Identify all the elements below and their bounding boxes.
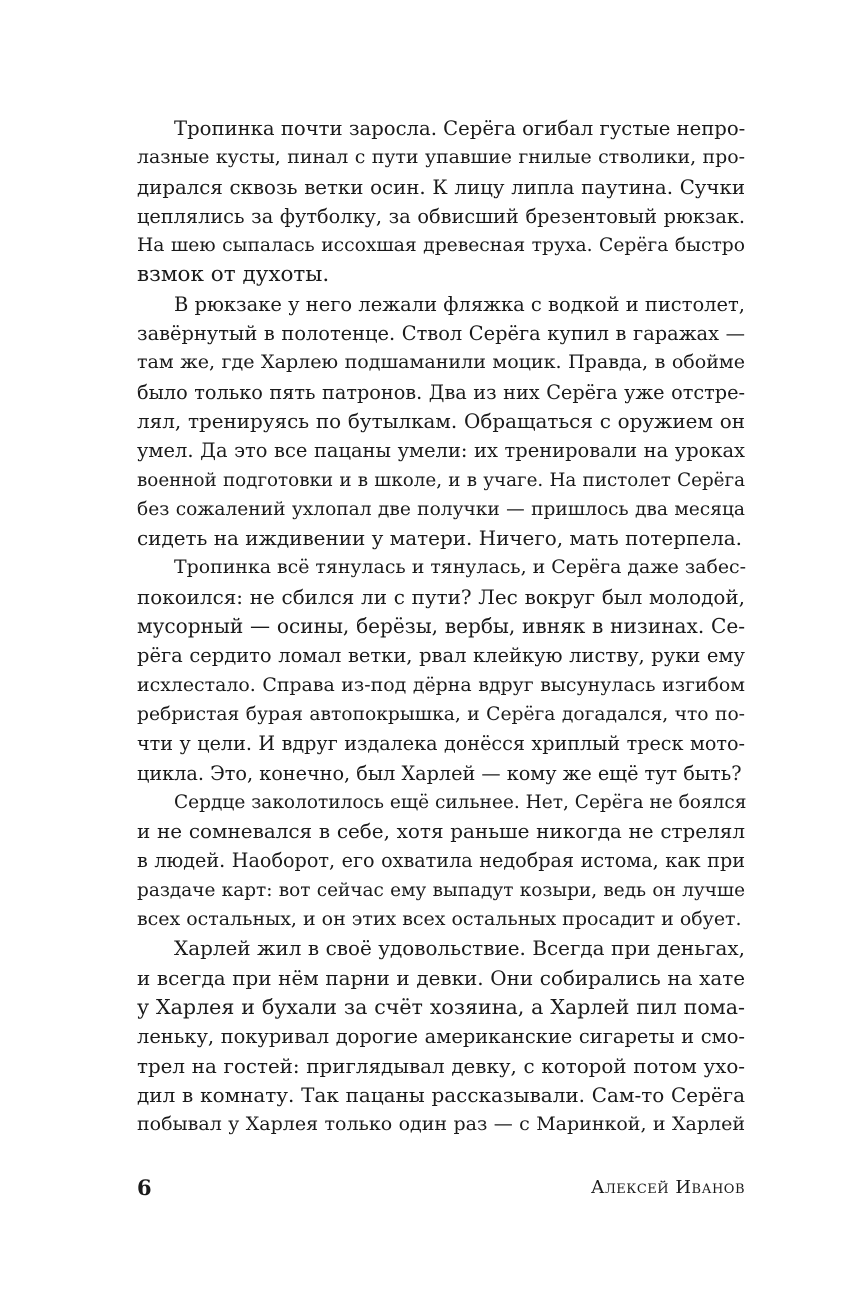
paragraph: [137, 934, 745, 1139]
text-line: На шею сыпалась иссохшая древесная труха. Серёга быстро: [137, 235, 745, 257]
text-line: у Харлея и бухали за счёт хозяина, а Харлей пил пома-: [137, 994, 745, 1019]
text-line: чти у цели. И вдруг издалека донёсся хриплый треск мото-: [137, 732, 745, 756]
page-body: [137, 114, 745, 1139]
text-line: исхлестало. Справа из-под дёрна вдруг высунулась изгибом: [137, 673, 745, 696]
text-line: сидеть на иждивении у матери. Ничего, мать потерпела.: [137, 526, 742, 551]
text-line: в людей. Наоборот, его охватила недобрая истома, как при: [137, 849, 745, 873]
page-number: 6: [137, 1175, 152, 1200]
paragraph: [137, 788, 745, 934]
text-line: лял, тренируясь по бутылкам. Обращаться с оружием он: [137, 409, 745, 433]
text-line: там же, где Харлею подшаманили моцик. Правда, в обойме: [137, 351, 745, 374]
text-line: без сожалений ухлопал две получки — пришлось два месяца: [137, 498, 745, 520]
text-line: цеплялись за футболку, за обвисший брезентовый рюкзак.: [137, 204, 745, 228]
text-line: цикла. Это, конечно, был Харлей — кому же ещё тут быть?: [137, 761, 742, 785]
text-line: побывал у Харлея только один раз — с Маринкой, и Харлей: [137, 1113, 745, 1136]
text-line: трел на гостей: приглядывал девку, с которой потом ухо-: [137, 1054, 745, 1078]
text-line: было только пять патронов. Два из них Серёга уже отстре-: [137, 380, 745, 404]
text-line: мусорный — осины, берёзы, вербы, ивняк в низинах. Се-: [137, 614, 745, 639]
text-line: и всегда при нём парни и девки. Они собирались на хате: [137, 966, 745, 990]
page-footer: [137, 1173, 745, 1203]
text-line: всех остальных, и он этих всех остальных просадит и обует.: [137, 908, 742, 931]
paragraph: [137, 114, 745, 290]
text-line: Харлей жил в своё удовольствие. Всегда при деньгах,: [174, 936, 745, 961]
paragraph: [137, 290, 745, 554]
text-line: лазные кусты, пинал с пути упавшие гнилые стволики, про-: [137, 146, 745, 169]
text-line: леньку, покуривал дорогие американские сигареты и смо-: [137, 1025, 745, 1049]
text-line: раздаче карт: вот сейчас ему выпадут козыри, ведь он лучше: [137, 879, 745, 901]
text-line: дил в комнату. Так пацаны рассказывали. Сам-то Серёга: [137, 1082, 745, 1107]
text-line: Сердце заколотилось ещё сильнее. Нет, Серёга не боялся: [174, 791, 747, 813]
text-line: ребристая бурая автопокрышка, и Серёга догадался, что по-: [137, 703, 745, 725]
running-author: Алексей Иванов: [590, 1177, 745, 1198]
text-line: взмок от духоты.: [137, 262, 330, 288]
text-line: умел. Да это все пацаны умели: их тренировали на уроках: [137, 439, 745, 463]
text-line: дирался сквозь ветки осин. К лицу липла паутина. Сучки: [137, 175, 745, 199]
text-line: военной подготовки и в школе, и в учаге. На пистолет Серёга: [137, 469, 745, 491]
text-line: Тропинка всё тянулась и тянулась, и Серёга даже забес-: [174, 556, 746, 579]
paragraph: [137, 553, 745, 787]
text-line: В рюкзаке у него лежали фляжка с водкой и пистолет,: [174, 292, 745, 316]
text-line: завёрнутый в полотенце. Ствол Серёга купил в гаражах —: [137, 322, 745, 346]
text-line: Тропинка почти заросла. Серёга огибал густые непро-: [174, 117, 746, 140]
text-line: и не сомневался в себе, хотя раньше никогда не стрелял: [137, 819, 745, 844]
text-line: покоился: не сбился ли с пути? Лес вокруг был молодой,: [137, 585, 745, 609]
text-line: рёга сердито ломал ветки, рвал клейкую листву, руки ему: [137, 644, 745, 668]
